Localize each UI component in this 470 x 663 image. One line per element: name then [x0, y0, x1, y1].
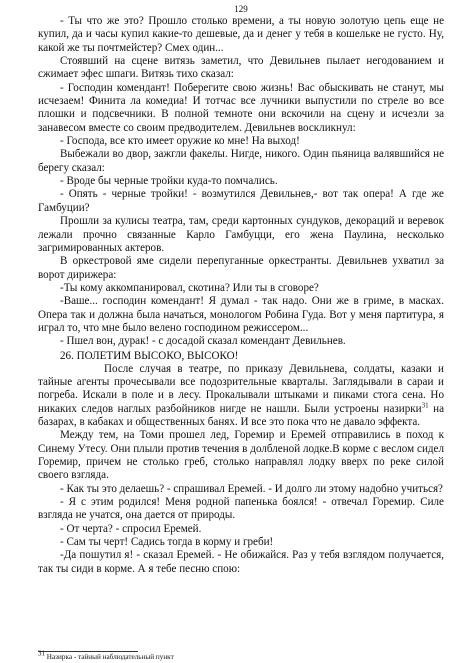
paragraph: -Да пошутил я! - сказал Еремей. - Не обижайся. Раз у тебя взглядом получается, так ты сиди в корме. А я тебе песню спою:	[38, 549, 444, 575]
paragraph: Прошли за кулисы театра, там, среди картонных сундуков, декораций и веревок лежали прочно связанные Карло Гамбуцци, его жена Паулина, несколько загримированных актеров.	[38, 215, 444, 254]
paragraph: - Я с этим родился! Меня родной папенька боялся! - отвечал Горемир. Силе взгляда не учатся, она дается от природы.	[38, 496, 444, 522]
paragraph: - Господин комендант! Поберегите свою жизнь! Вас обыскивать не станут, мы исчезаем! Финита ла комедиа! И тотчас все лучники выпустили по стреле во все плошки и подсвечники. В полной темноте они вскочили на сцену и исчезли за занавесом вместе со своим предводителем. Девильнев воскликнул:	[38, 81, 444, 134]
paragraph: -Ты кому аккомпанировал, скотина? Или ты в сговоре?	[60, 281, 319, 294]
footnote-mark: 31	[38, 649, 45, 658]
paragraph: Выбежали во двор, зажгли факелы. Нигде, никого. Один пьяница валявшийся не берегу сказал:	[38, 148, 444, 174]
paragraph: - Опять - черные тройки! - возмутился Девильнев,- вот так опера! А где же Гамбуции?	[38, 188, 444, 214]
paragraph: - Сам ты черт! Садись тогда в корму и греби!	[60, 536, 274, 549]
footnote-text: Назирка - тайный наблюдательный пункт	[46, 653, 174, 661]
body-text	[38, 15, 444, 576]
footnote-reference[interactable]: 31	[421, 400, 429, 409]
paragraph-text: После случая в театре, по приказу Девильнева, солдаты, казаки и тайные агенты прочесывали все подозрительные кварталы. Заглядывали в сараи и погреба. Искали в поле и в лесу. Прокалывали штыками и пиками стога сена. Но никаких следов наглых разбойников нигде не нашли. Были устроены назирки	[38, 362, 444, 415]
paragraph: - От черта? - спросил Еремей.	[60, 522, 202, 535]
paragraph: - Ты что же это? Прошло столько времени, а ты новую золотую цепь еще не купил, да и часы купил какие-то дешевые, да и денег у тебя в кошельке не густо. Ну, какой же ты почтмейстер? Смех один...	[38, 15, 444, 54]
paragraph-text: на базарах, в кабаках и общественных банях. И все это пока что не давало эффекта.	[38, 402, 444, 428]
paragraph: -Ваше... господин комендант! Я думал - так надо. Они же в гриме, в масках. Опера так и должна была начаться, монологом Робина Гуда. Вот у меня партитура, я играл то, что мне было велено господином режиссером...	[38, 295, 444, 334]
paragraph: - Вроде бы черные тройки куда-то помчались.	[60, 175, 278, 188]
paragraph: В оркестровой яме сидели перепуганные оркестранты. Девильнев ухватил за ворот дирижера:	[38, 255, 444, 281]
chapter-heading: 26. ПОЛЕТИМ ВЫСОКО, ВЫСОКО!	[60, 349, 239, 362]
page-number: 129	[234, 4, 248, 14]
paragraph: - Как ты это делаешь? - спрашивал Еремей. - И долго ли этому надобно учиться?	[60, 482, 443, 495]
chapter-first-paragraph	[38, 363, 444, 430]
paragraph: Между тем, на Томи прошел лед, Горемир и Еремей отправились в поход к Синему Утесу. Они плыли против течения в долбленой лодке.В корме с веслом сидел Горемир, причем не столько греб, столько направлял лодку вверх по реке силой своего взгляда.	[38, 429, 444, 482]
paragraph: - Господа, все кто имеет оружие ко мне! На выход!	[60, 135, 300, 148]
paragraph: - Пшел вон, дурак! - с досадой сказал комендант Девильнев.	[60, 335, 346, 348]
footnote	[38, 649, 174, 662]
footnote-divider	[38, 651, 138, 652]
paragraph: Стоявший на сцене витязь заметил, что Девильнев пылает негодованием и сжимает эфес шпаги. Витязь тихо сказал:	[38, 55, 444, 81]
